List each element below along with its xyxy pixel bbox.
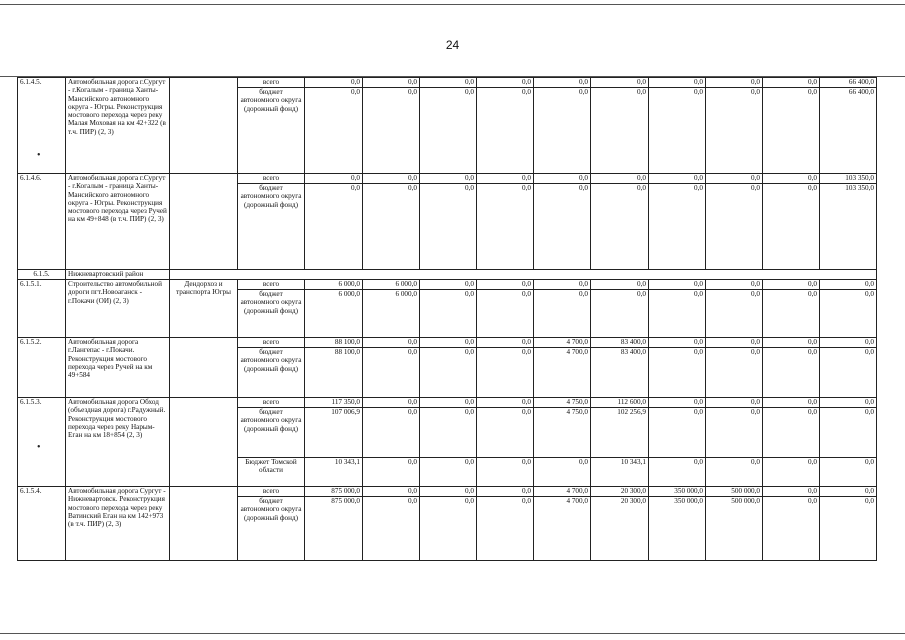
- executor: [170, 487, 238, 561]
- scan-mark: •: [37, 150, 41, 161]
- amount-cell: 0,0: [305, 78, 363, 88]
- amount-cell: 66 400,0: [820, 88, 877, 174]
- amount-cell: 0,0: [763, 280, 820, 290]
- amount-cell: 20 300,0: [591, 487, 649, 497]
- budget-table: [17, 77, 877, 561]
- amount-cell: 10 343,1: [305, 458, 363, 487]
- amount-cell: 0,0: [820, 348, 877, 398]
- row-number: 6.1.5.1.: [18, 280, 66, 338]
- object-name: Строительство автомобильной дороги пгт.Новоаганск - г.Покачи (ОИ) (2, 3): [66, 280, 170, 338]
- amount-cell: 0,0: [820, 398, 877, 408]
- amount-cell: 0,0: [420, 78, 477, 88]
- amount-cell: 4 750,0: [534, 408, 591, 458]
- object-name: Автомобильная дорога Сургут - Нижневартовск. Реконструкция мостового перехода через реку Ватинский Еган на км 142+973 (в т.ч. ПИР) (2, 3): [66, 487, 170, 561]
- amount-cell: 0,0: [477, 497, 534, 561]
- amount-cell: 0,0: [420, 338, 477, 348]
- object-name: Автомобильная дорога г.Сургут - г.Когалым - граница Ханты-Мансийского автономного округа - Югры. Реконструкция мостового перехода через Ручей на км 49+848 (в т.ч. ПИР) (2, 3): [66, 174, 170, 270]
- amount-cell: 0,0: [763, 88, 820, 174]
- amount-cell: 0,0: [649, 174, 706, 184]
- amount-cell: 20 300,0: [591, 497, 649, 561]
- row-number: 6.1.5.: [18, 270, 66, 280]
- amount-cell: 0,0: [534, 184, 591, 270]
- funding-source: всего: [238, 280, 305, 290]
- object-name: Автомобильная дорога г.Лангепас - г.Покачи. Реконструкция мостового перехода через Ручей на км 49+584: [66, 338, 170, 398]
- amount-cell: 0,0: [591, 78, 649, 88]
- scan-mark: •: [37, 442, 41, 453]
- funding-source: бюджет автономного округа (дорожный фонд): [238, 348, 305, 398]
- amount-cell: 0,0: [763, 290, 820, 338]
- amount-cell: 6 000,0: [363, 290, 420, 338]
- amount-cell: 0,0: [363, 497, 420, 561]
- amount-cell: 4 700,0: [534, 497, 591, 561]
- amount-cell: 0,0: [649, 458, 706, 487]
- amount-cell: 350 000,0: [649, 497, 706, 561]
- section-title: Нижневартовский район: [66, 270, 170, 280]
- amount-cell: 0,0: [534, 78, 591, 88]
- top-border-line: [0, 4, 905, 5]
- amount-cell: 350 000,0: [649, 487, 706, 497]
- table-row: [18, 487, 877, 497]
- amount-cell: 103 350,0: [820, 174, 877, 184]
- amount-cell: 0,0: [706, 280, 763, 290]
- amount-cell: 0,0: [649, 348, 706, 398]
- amount-cell: 0,0: [649, 184, 706, 270]
- amount-cell: 0,0: [706, 408, 763, 458]
- amount-cell: 0,0: [706, 290, 763, 338]
- funding-source: бюджет автономного округа (дорожный фонд): [238, 88, 305, 174]
- bottom-border-line: [0, 633, 905, 634]
- funding-source: бюджет автономного округа (дорожный фонд): [238, 497, 305, 561]
- amount-cell: 0,0: [706, 338, 763, 348]
- amount-cell: 0,0: [477, 78, 534, 88]
- amount-cell: 0,0: [534, 174, 591, 184]
- amount-cell: 0,0: [649, 88, 706, 174]
- amount-cell: 875 000,0: [305, 487, 363, 497]
- amount-cell: 0,0: [363, 398, 420, 408]
- amount-cell: 0,0: [477, 487, 534, 497]
- row-number: 6.1.4.6.: [18, 174, 66, 270]
- amount-cell: 0,0: [305, 174, 363, 184]
- amount-cell: 0,0: [477, 290, 534, 338]
- amount-cell: 6 000,0: [363, 280, 420, 290]
- amount-cell: 0,0: [820, 290, 877, 338]
- amount-cell: 88 100,0: [305, 348, 363, 398]
- amount-cell: 0,0: [763, 78, 820, 88]
- funding-source: бюджет автономного округа (дорожный фонд): [238, 184, 305, 270]
- amount-cell: 0,0: [820, 408, 877, 458]
- amount-cell: 0,0: [420, 458, 477, 487]
- amount-cell: 0,0: [534, 290, 591, 338]
- amount-cell: 0,0: [706, 348, 763, 398]
- amount-cell: 500 000,0: [706, 497, 763, 561]
- amount-cell: 0,0: [763, 174, 820, 184]
- amount-cell: 0,0: [820, 487, 877, 497]
- amount-cell: 0,0: [820, 338, 877, 348]
- amount-cell: 875 000,0: [305, 497, 363, 561]
- section-filler: [170, 270, 877, 280]
- amount-cell: 500 000,0: [706, 487, 763, 497]
- amount-cell: 0,0: [763, 497, 820, 561]
- amount-cell: 0,0: [706, 458, 763, 487]
- amount-cell: 0,0: [363, 338, 420, 348]
- row-number: 6.1.5.4.: [18, 487, 66, 561]
- amount-cell: 4 700,0: [534, 487, 591, 497]
- amount-cell: 0,0: [591, 88, 649, 174]
- amount-cell: 0,0: [420, 290, 477, 338]
- amount-cell: 0,0: [420, 398, 477, 408]
- row-number: 6.1.5.3.: [18, 398, 66, 487]
- amount-cell: 0,0: [534, 458, 591, 487]
- amount-cell: 0,0: [820, 458, 877, 487]
- amount-cell: 103 350,0: [820, 184, 877, 270]
- amount-cell: 0,0: [591, 280, 649, 290]
- amount-cell: 0,0: [477, 338, 534, 348]
- object-name: Автомобильная дорога г.Сургут - г.Когалым - граница Ханты-Мансийского автономного округа - Югры. Реконструкция мостового перехода через реку Малая Моховая на км 42+322 (в т.ч. ПИР) (2, 3): [66, 78, 170, 174]
- amount-cell: 0,0: [706, 88, 763, 174]
- amount-cell: 0,0: [363, 487, 420, 497]
- funding-source: всего: [238, 487, 305, 497]
- executor: [170, 78, 238, 174]
- amount-cell: 0,0: [305, 184, 363, 270]
- section-row: [18, 270, 877, 280]
- amount-cell: 0,0: [763, 348, 820, 398]
- amount-cell: 0,0: [763, 184, 820, 270]
- executor: Дендорхоз и транспорта Югры: [170, 280, 238, 338]
- amount-cell: 88 100,0: [305, 338, 363, 348]
- amount-cell: 0,0: [706, 398, 763, 408]
- amount-cell: 0,0: [363, 184, 420, 270]
- amount-cell: 107 006,9: [305, 408, 363, 458]
- amount-cell: 102 256,9: [591, 408, 649, 458]
- page-number: 24: [445, 38, 460, 52]
- amount-cell: 0,0: [706, 184, 763, 270]
- funding-source: всего: [238, 174, 305, 184]
- amount-cell: 4 700,0: [534, 338, 591, 348]
- amount-cell: 112 600,0: [591, 398, 649, 408]
- amount-cell: 6 000,0: [305, 290, 363, 338]
- amount-cell: 0,0: [363, 78, 420, 88]
- amount-cell: 0,0: [363, 458, 420, 487]
- funding-source: Бюджет Томской области: [238, 458, 305, 487]
- amount-cell: 0,0: [420, 408, 477, 458]
- amount-cell: 0,0: [420, 487, 477, 497]
- executor: [170, 398, 238, 487]
- amount-cell: 0,0: [649, 290, 706, 338]
- amount-cell: 0,0: [420, 497, 477, 561]
- amount-cell: 0,0: [477, 458, 534, 487]
- amount-cell: 0,0: [706, 174, 763, 184]
- amount-cell: 0,0: [420, 348, 477, 398]
- amount-cell: 10 343,1: [591, 458, 649, 487]
- amount-cell: 0,0: [763, 487, 820, 497]
- amount-cell: 0,0: [477, 398, 534, 408]
- amount-cell: 4 700,0: [534, 348, 591, 398]
- amount-cell: 0,0: [763, 408, 820, 458]
- funding-source: бюджет автономного округа (дорожный фонд): [238, 408, 305, 458]
- amount-cell: 0,0: [534, 88, 591, 174]
- amount-cell: 0,0: [591, 184, 649, 270]
- amount-cell: 0,0: [763, 338, 820, 348]
- amount-cell: 0,0: [477, 184, 534, 270]
- row-number: 6.1.4.5.: [18, 78, 66, 174]
- amount-cell: 0,0: [649, 398, 706, 408]
- table-row: [18, 338, 877, 348]
- amount-cell: 0,0: [763, 398, 820, 408]
- amount-cell: 0,0: [420, 280, 477, 290]
- amount-cell: 0,0: [534, 280, 591, 290]
- amount-cell: 0,0: [363, 408, 420, 458]
- amount-cell: 0,0: [363, 348, 420, 398]
- amount-cell: 0,0: [591, 290, 649, 338]
- amount-cell: 0,0: [649, 408, 706, 458]
- amount-cell: 4 750,0: [534, 398, 591, 408]
- amount-cell: 83 400,0: [591, 338, 649, 348]
- amount-cell: 0,0: [763, 458, 820, 487]
- amount-cell: 0,0: [820, 280, 877, 290]
- table-row: [18, 174, 877, 184]
- amount-cell: 0,0: [477, 348, 534, 398]
- amount-cell: 0,0: [706, 78, 763, 88]
- amount-cell: 0,0: [420, 88, 477, 174]
- row-number: 6.1.5.2.: [18, 338, 66, 398]
- funding-source: всего: [238, 78, 305, 88]
- amount-cell: 0,0: [649, 78, 706, 88]
- amount-cell: 0,0: [591, 174, 649, 184]
- amount-cell: 0,0: [363, 174, 420, 184]
- executor: [170, 338, 238, 398]
- table-row: [18, 398, 877, 408]
- funding-source: бюджет автономного округа (дорожный фонд): [238, 290, 305, 338]
- amount-cell: 0,0: [477, 280, 534, 290]
- amount-cell: 6 000,0: [305, 280, 363, 290]
- amount-cell: 0,0: [820, 497, 877, 561]
- amount-cell: 0,0: [649, 338, 706, 348]
- amount-cell: 0,0: [477, 88, 534, 174]
- amount-cell: 0,0: [420, 184, 477, 270]
- amount-cell: 0,0: [363, 88, 420, 174]
- amount-cell: 66 400,0: [820, 78, 877, 88]
- funding-source: всего: [238, 338, 305, 348]
- table-row: [18, 280, 877, 290]
- object-name: Автомобильная дорога Обход (объездная дорога) г.Радужный. Реконструкция мостового перехода через реку Нарым-Еган на км 18+854 (2, 3): [66, 398, 170, 487]
- amount-cell: 0,0: [305, 88, 363, 174]
- amount-cell: 117 350,0: [305, 398, 363, 408]
- amount-cell: 0,0: [477, 408, 534, 458]
- amount-cell: 83 400,0: [591, 348, 649, 398]
- amount-cell: 0,0: [420, 174, 477, 184]
- executor: [170, 174, 238, 270]
- amount-cell: 0,0: [477, 174, 534, 184]
- table-row: [18, 78, 877, 88]
- funding-source: всего: [238, 398, 305, 408]
- amount-cell: 0,0: [649, 280, 706, 290]
